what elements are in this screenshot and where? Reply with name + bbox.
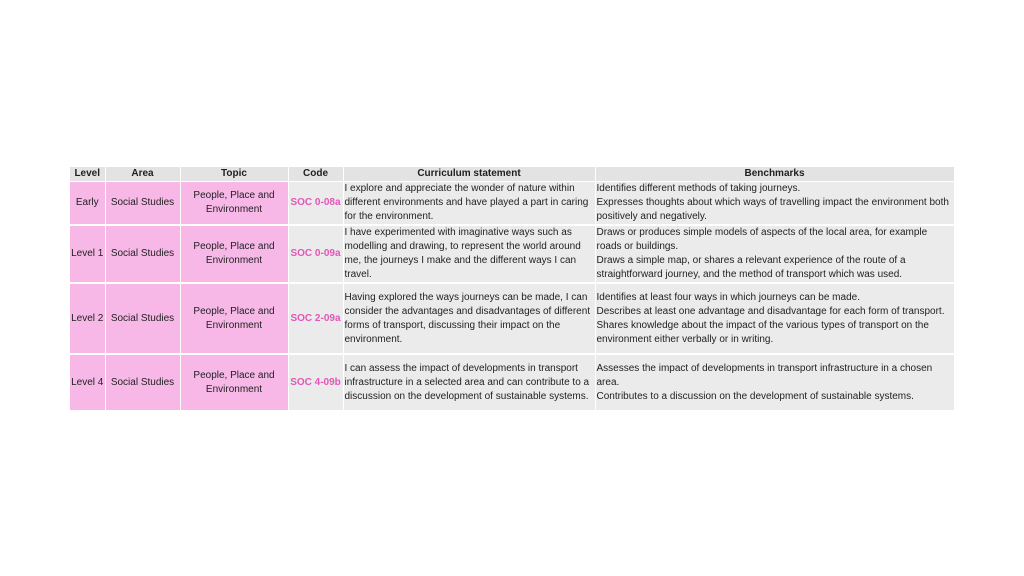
header-curriculum-statement: Curriculum statement [343,167,595,182]
benchmark-item: Draws a simple map, or shares a relevant experience of the route of a straightforward journey, and the method of transport which was used. [596,255,906,280]
benchmark-item: Assesses the impact of developments in transport infrastructure in a chosen area. [596,362,933,388]
benchmark-item: Identifies different methods of taking journeys. [596,183,801,194]
code-cell: SOC 2-09a [288,283,343,354]
table-header-row [70,167,954,182]
topic-cell: People, Place and Environment [180,354,288,411]
area-cell: Social Studies [105,283,180,354]
benchmark-item: Shares knowledge about the impact of the various types of transport on the environment either verbally or in writing. [596,319,929,345]
level-cell: Level 4 [70,354,105,411]
table-row [70,283,954,354]
header-area: Area [105,167,180,182]
benchmark-item: Contributes to a discussion on the development of sustainable systems. [596,390,914,402]
code-cell: SOC 0-08a [288,182,343,226]
benchmarks-cell [595,283,954,354]
statement-cell: I have experimented with imaginative ways such as modelling and drawing, to represent the world around me, the journeys I make and the different ways I can travel. [343,225,595,283]
statement-cell: Having explored the ways journeys can be made, I can consider the advantages and disadvantages of different forms of transport, discussing their impact on the environment. [343,283,595,354]
benchmark-item: Describes at least one advantage and disadvantage for each form of transport. [596,305,945,317]
header-code: Code [288,167,343,182]
benchmarks-cell [595,354,954,411]
curriculum-table [70,167,955,412]
topic-cell: People, Place and Environment [180,283,288,354]
level-cell: Early [70,182,105,226]
header-level: Level [70,167,105,182]
table-row [70,182,954,226]
benchmark-item: Expresses thoughts about which ways of travelling impact the environment both positively and negatively. [596,197,949,222]
benchmarks-cell [595,182,954,226]
code-cell: SOC 4-09b [288,354,343,411]
level-cell: Level 2 [70,283,105,354]
area-cell: Social Studies [105,182,180,226]
statement-cell: I explore and appreciate the wonder of nature within different environments and have played a part in caring for the environment. [343,182,595,226]
topic-cell: People, Place and Environment [180,225,288,283]
header-benchmarks: Benchmarks [595,167,954,182]
code-cell: SOC 0-09a [288,225,343,283]
table-row [70,354,954,411]
topic-cell: People, Place and Environment [180,182,288,226]
benchmark-item: Draws or produces simple models of aspects of the local area, for example roads or buildings. [596,227,928,252]
area-cell: Social Studies [105,225,180,283]
area-cell: Social Studies [105,354,180,411]
level-cell: Level 1 [70,225,105,283]
benchmarks-cell [595,225,954,283]
table-row [70,225,954,283]
statement-cell: I can assess the impact of developments in transport infrastructure in a selected area and can contribute to a discussion on the development of sustainable systems. [343,354,595,411]
benchmark-item: Identifies at least four ways in which journeys can be made. [596,291,860,303]
header-topic: Topic [180,167,288,182]
